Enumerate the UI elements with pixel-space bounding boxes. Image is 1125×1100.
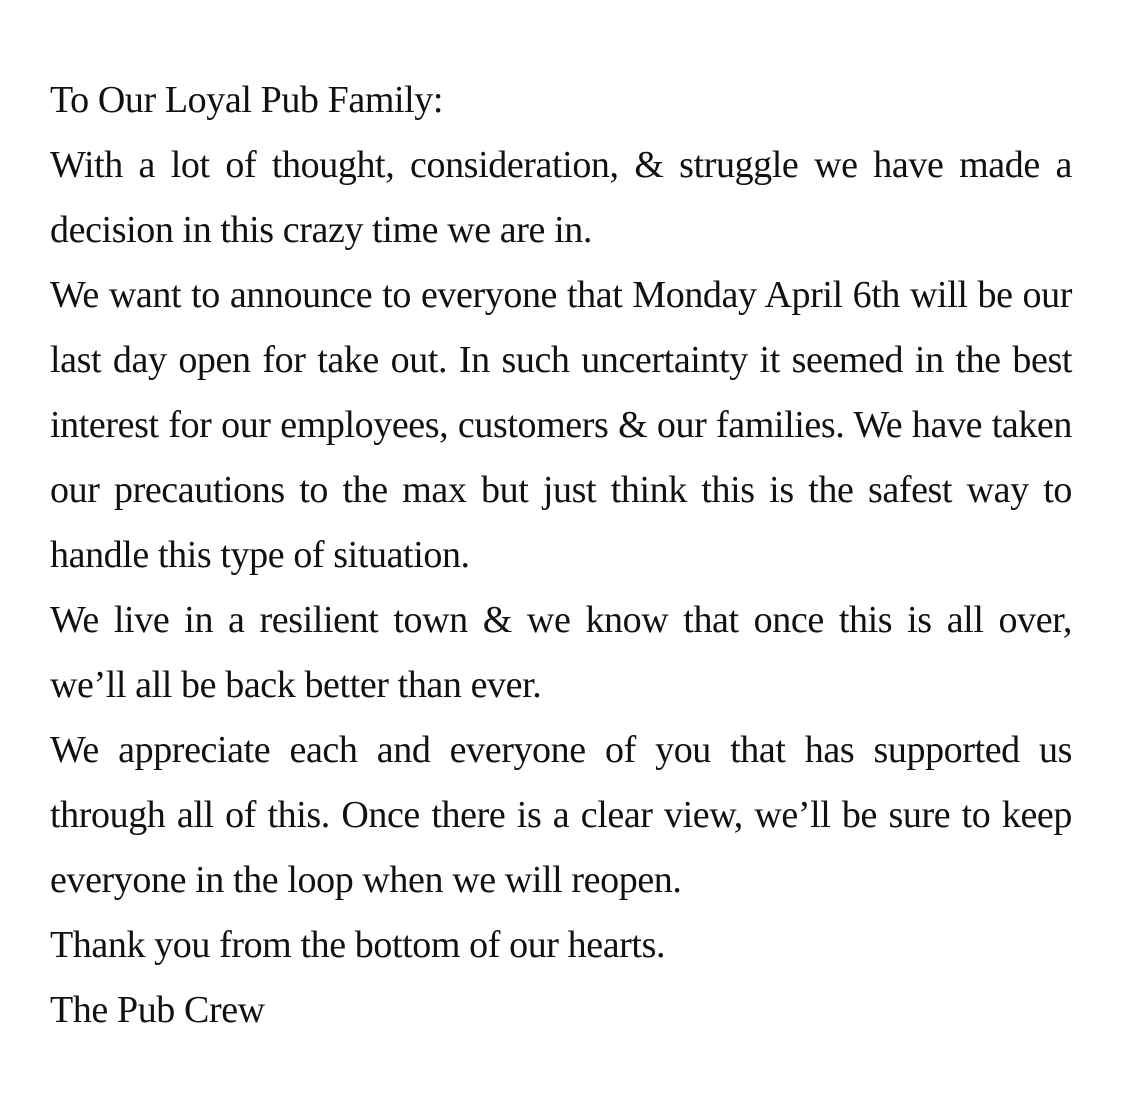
closing-line: Thank you from the bottom of our hearts.: [50, 924, 666, 966]
paragraph-resilient-town: We live in a resilient town & we know that once this is all over, we’ll all be back better than ever.: [50, 599, 1072, 706]
salutation: To Our Loyal Pub Family:: [50, 79, 444, 121]
letter-body: [50, 68, 1072, 1043]
signature: The Pub Crew: [50, 989, 265, 1031]
paragraph-appreciation: We appreciate each and everyone of you that has supported us through all of this. Once there is a clear view, we’ll be sure to keep everyone in the loop when we will reopen.: [50, 729, 1072, 901]
paragraph-announcement: We want to announce to everyone that Monday April 6th will be our last day open for take out. In such uncertainty it seemed in the best interest for our employees, customers & our families. We have taken our precautions to the max but just think this is the safest way to handle this type of situation.: [50, 274, 1072, 576]
paragraph-decision: With a lot of thought, consideration, & struggle we have made a decision in this crazy time we are in.: [50, 144, 1072, 251]
